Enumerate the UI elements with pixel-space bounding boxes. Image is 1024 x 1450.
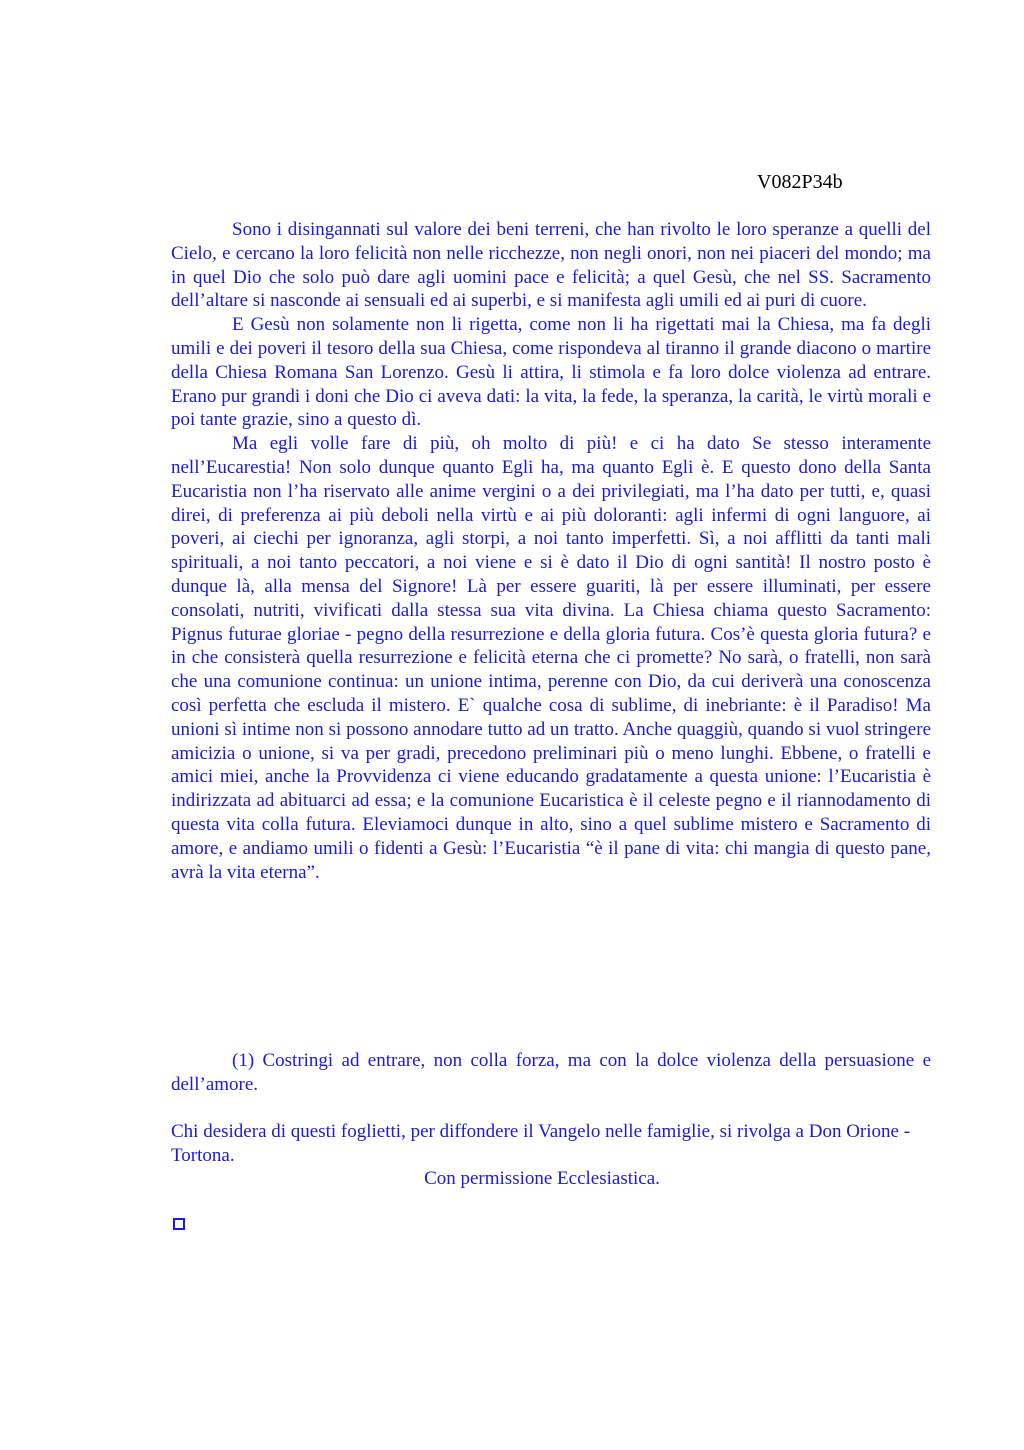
- main-text: [171, 218, 931, 884]
- paragraph: Sono i disingannati sul valore dei beni terreni, che han rivolto le loro speranze a quelli del Cielo, e cercano la loro felicità non nelle ricchezze, non negli onori, non nei piaceri del mondo; ma in quel Dio che solo può dare agli uomini pace e felicità; a quel Gesù, che nel SS. Sacramento dell’altare si nasconde ai sensuali ed ai superbi, e si manifesta agli umili ed ai puri di cuore.: [171, 219, 931, 312]
- square-outline-icon: [173, 1218, 185, 1230]
- contact-note: Chi desidera di questi foglietti, per diffondere il Vangelo nelle famiglie, si rivolga a Don Orione - Tortona.: [171, 1121, 911, 1166]
- page-code: V082P34b: [757, 171, 843, 193]
- footnote: (1) Costringi ad entrare, non colla forza, ma con la dolce violenza della persuasione e dell’amore.: [171, 1050, 931, 1095]
- paragraph: Ma egli volle fare di più, oh molto di più! e ci ha dato Se stesso interamente nell’Eucarestia! Non solo dunque quanto Egli ha, ma quanto Egli è. E questo dono della Santa Eucaristia non l’ha riservato alle anime vergini o a dei privilegiati, ma l’ha dato per tutti, e, quasi direi, di preferenza ai più deboli nella virtù e ai più doloranti: agli infermi di ogni languore, ai poveri, ai ciechi per ignoranza, agli storpi, a noi tanto imperfetti. Sì, a noi afflitti da tanti mali spirituali, a noi tanto peccatori, a noi viene e si è dato il Dio di ogni santità! Il nostro posto è dunque là, alla mensa del Signore! Là per essere guariti, là per essere illuminati, per essere consolati, nutriti, vivificati dalla stessa sua vita divina. La Chiesa chiama questo Sacramento: Pignus futurae gloriae - pegno della resurrezione e della gloria futura. Cos’è questa gloria futura? e in che consisterà quella resurrezione e felicità eterna che ci promette? No sarà, o fratelli, non sarà che una comunione continua: un unione intima, perenne con Dio, da cui deriverà una conoscenza così perfetta che escluda il mistero. E` qualche cosa di sublime, di inebriante: è il Paradiso! Ma unioni sì intime non si possono annodare tutto ad un tratto. Anche quaggiù, quando si vuol stringere amicizia o unione, si va per gradi, precedono preliminari più o meno lunghi. Ebbene, o fratelli e amici miei, anche la Provvidenza ci viene educando gradatamente a questa unione: l’Eucaristia è indirizzata ad abituarci ad essa; e la comunione Eucaristica è il celeste pegno e il riannodamento di questa vita colla futura. Eleviamoci dunque in alto, sino a quel sublime mistero e Sacramento di amore, e andiamo umili o fidenti a Gesù: l’Eucaristia “è il pane di vita: chi mangia di questo pane, avrà la vita eterna”.: [171, 433, 931, 883]
- ecclesiastical-permission: Con permissione Ecclesiastica.: [424, 1168, 660, 1189]
- paragraph: E Gesù non solamente non li rigetta, come non li ha rigettati mai la Chiesa, ma fa degli umili e dei poveri il tesoro della sua Chiesa, come rispondeva al tiranno il grande diacono o martire della Chiesa Romana San Lorenzo. Gesù li attira, li stimola e fa loro dolce violenza ad entrare. Erano pur grandi i doni che Dio ci aveva dati: la vita, la fede, la speranza, la carità, le virtù morali e poi tante grazie, sino a questo dì.: [171, 314, 931, 431]
